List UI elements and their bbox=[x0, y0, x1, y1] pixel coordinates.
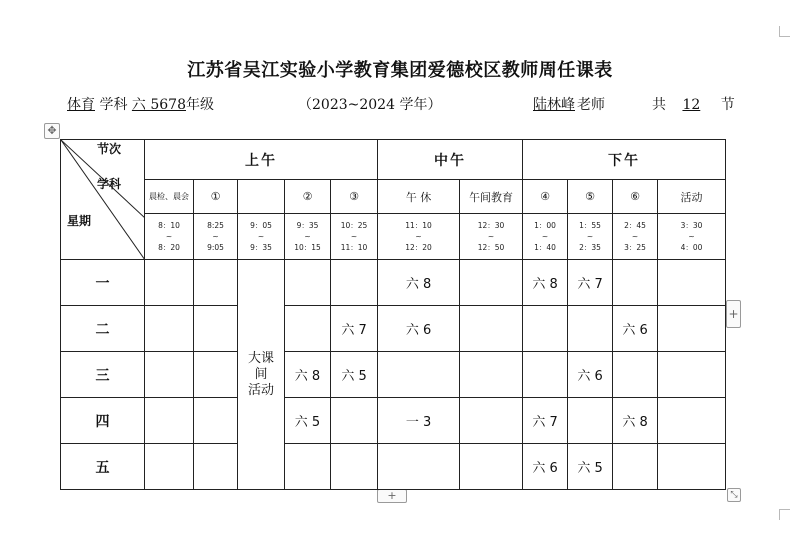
period-header: ③ bbox=[331, 180, 378, 214]
subject-label: 学科 bbox=[99, 97, 128, 113]
schedule-cell[interactable]: 六 5 bbox=[568, 444, 613, 490]
break-activity-line: 活动 bbox=[247, 382, 274, 398]
schedule-cell[interactable]: 六 8 bbox=[285, 352, 331, 398]
schedule-cell[interactable] bbox=[568, 398, 613, 444]
break-activity-line: 间 bbox=[254, 366, 268, 382]
add-column-button[interactable]: + bbox=[726, 300, 741, 328]
time-start: 11：10 bbox=[405, 221, 432, 230]
schedule-cell[interactable] bbox=[460, 398, 523, 444]
time-separator: ~ bbox=[350, 232, 358, 241]
time-slot bbox=[460, 214, 523, 260]
schedule-cell[interactable] bbox=[378, 444, 460, 490]
schedule-table bbox=[60, 139, 726, 490]
schedule-cell[interactable] bbox=[145, 260, 194, 306]
time-slot bbox=[238, 214, 285, 260]
schedule-cell[interactable] bbox=[331, 398, 378, 444]
schedule-cell[interactable]: 一 3 bbox=[378, 398, 460, 444]
time-separator: ~ bbox=[487, 232, 495, 241]
schedule-cell[interactable] bbox=[658, 398, 726, 444]
period-header: 午 休 bbox=[378, 180, 460, 214]
time-start: 3：30 bbox=[680, 221, 703, 230]
schedule-cell[interactable] bbox=[378, 352, 460, 398]
schedule-cell[interactable] bbox=[331, 444, 378, 490]
time-slot bbox=[145, 214, 194, 260]
time-start: 1：55 bbox=[579, 221, 601, 230]
schedule-cell[interactable] bbox=[613, 444, 658, 490]
schedule-cell[interactable]: 六 8 bbox=[378, 260, 460, 306]
time-end: 11：10 bbox=[340, 243, 368, 252]
time-slot bbox=[658, 214, 726, 260]
period-header: ① bbox=[194, 180, 238, 214]
time-separator: ~ bbox=[212, 232, 219, 241]
schedule-cell[interactable] bbox=[145, 444, 194, 490]
schedule-cell[interactable] bbox=[613, 352, 658, 398]
schedule-cell[interactable] bbox=[613, 260, 658, 306]
total-field bbox=[652, 94, 735, 114]
schedule-cell[interactable] bbox=[145, 306, 194, 352]
table-row bbox=[61, 306, 726, 352]
schedule-cell[interactable]: 六 8 bbox=[523, 260, 568, 306]
time-end: 4：00 bbox=[680, 243, 703, 252]
time-slot bbox=[378, 214, 460, 260]
time-start: 9：35 bbox=[296, 221, 319, 230]
table-row bbox=[61, 352, 726, 398]
grades-value: 六 5678 bbox=[131, 97, 186, 113]
schedule-cell[interactable]: 六 7 bbox=[568, 260, 613, 306]
teacher-name: 陆林峰 bbox=[533, 97, 575, 113]
schedule-cell[interactable]: 六 5 bbox=[331, 352, 378, 398]
weekday-cell: 五 bbox=[61, 444, 145, 490]
time-start: 8：10 bbox=[158, 221, 180, 230]
period-header: ④ bbox=[523, 180, 568, 214]
total-label: 共 bbox=[652, 97, 666, 113]
weekday-cell: 二 bbox=[61, 306, 145, 352]
schedule-cell[interactable] bbox=[658, 444, 726, 490]
schedule-cell[interactable] bbox=[658, 306, 726, 352]
schedule-cell[interactable] bbox=[194, 398, 238, 444]
page-corner-mark-top bbox=[779, 26, 790, 37]
time-end: 9：35 bbox=[250, 243, 272, 252]
time-slot bbox=[568, 214, 613, 260]
schedule-cell[interactable] bbox=[460, 444, 523, 490]
break-activity-cell bbox=[238, 260, 285, 490]
period-header: 午间教育 bbox=[460, 180, 523, 214]
period-header: 活动 bbox=[658, 180, 726, 214]
schedule-cell[interactable]: 六 6 bbox=[568, 352, 613, 398]
schedule-cell[interactable] bbox=[460, 306, 523, 352]
corner-subject-label: 学科 bbox=[97, 177, 122, 191]
time-end: 8：20 bbox=[158, 243, 180, 252]
time-end: 12：50 bbox=[477, 243, 505, 252]
schedule-cell[interactable] bbox=[568, 306, 613, 352]
time-start: 8:25 bbox=[207, 221, 224, 230]
time-separator: ~ bbox=[586, 232, 594, 241]
schedule-cell[interactable] bbox=[658, 352, 726, 398]
schedule-cell[interactable] bbox=[145, 398, 194, 444]
period-header: ② bbox=[285, 180, 331, 214]
time-separator: ~ bbox=[304, 232, 311, 241]
schedule-cell[interactable] bbox=[194, 352, 238, 398]
grade-label: 年级 bbox=[186, 97, 214, 113]
table-move-handle-icon[interactable]: ✥ bbox=[44, 123, 60, 139]
time-separator: ~ bbox=[688, 232, 695, 241]
period-header: ⑥ bbox=[613, 180, 658, 214]
time-slot bbox=[331, 214, 378, 260]
time-separator: ~ bbox=[257, 232, 265, 241]
schedule-cell[interactable] bbox=[145, 352, 194, 398]
time-start: 2：45 bbox=[624, 221, 646, 230]
time-slot bbox=[613, 214, 658, 260]
document-title: 江苏省吴江实验小学教育集团爱德校区教师周任课表 bbox=[187, 60, 613, 81]
weekday-cell: 四 bbox=[61, 398, 145, 444]
diagonal-lines bbox=[61, 140, 145, 260]
schedule-cell[interactable] bbox=[523, 352, 568, 398]
schedule-cell[interactable]: 六 6 bbox=[378, 306, 460, 352]
break-activity-line: 大课 bbox=[247, 350, 274, 366]
weekday-cell: 一 bbox=[61, 260, 145, 306]
time-separator: ~ bbox=[165, 232, 173, 241]
schedule-cell[interactable]: 六 5 bbox=[285, 398, 331, 444]
schedule-cell[interactable] bbox=[194, 444, 238, 490]
time-separator: ~ bbox=[415, 232, 422, 241]
total-count: 12 bbox=[682, 97, 701, 113]
schedule-cell[interactable] bbox=[331, 260, 378, 306]
time-end: 12：20 bbox=[405, 243, 432, 252]
period-header: ⑤ bbox=[568, 180, 613, 214]
weekday-cell: 三 bbox=[61, 352, 145, 398]
time-start: 9：05 bbox=[250, 221, 272, 230]
diagonal-header-cell bbox=[61, 140, 145, 260]
corner-period-label: 节次 bbox=[97, 142, 122, 156]
schedule-cell[interactable]: 六 8 bbox=[613, 398, 658, 444]
corner-weekday-label: 星期 bbox=[67, 214, 92, 228]
time-start: 12：30 bbox=[477, 221, 505, 230]
schedule-cell[interactable] bbox=[285, 444, 331, 490]
schedule-cell[interactable]: 六 7 bbox=[331, 306, 378, 352]
school-year: （2023~2024 学年） bbox=[298, 97, 442, 113]
schedule-cell[interactable] bbox=[194, 260, 238, 306]
total-unit: 节 bbox=[720, 97, 735, 113]
schedule-cell[interactable] bbox=[285, 260, 331, 306]
time-end: 3：25 bbox=[624, 243, 646, 252]
schedule-cell[interactable] bbox=[460, 352, 523, 398]
section-afternoon: 下午 bbox=[523, 140, 726, 180]
period-header bbox=[238, 180, 285, 214]
time-end: 9:05 bbox=[207, 243, 224, 252]
time-slot bbox=[523, 214, 568, 260]
teacher-field bbox=[517, 94, 605, 114]
table-row bbox=[61, 260, 726, 306]
period-header: 晨检、晨会 bbox=[145, 180, 194, 214]
teacher-label: 老师 bbox=[577, 97, 605, 113]
time-end: 1：40 bbox=[534, 243, 556, 252]
time-separator: ~ bbox=[631, 232, 639, 241]
table-resize-handle-icon[interactable]: ⤡ bbox=[727, 488, 741, 502]
schedule-cell[interactable]: 六 6 bbox=[613, 306, 658, 352]
time-start: 1：00 bbox=[534, 221, 556, 230]
schedule-cell[interactable] bbox=[460, 260, 523, 306]
time-start: 10：25 bbox=[340, 221, 368, 230]
time-separator: ~ bbox=[541, 232, 549, 241]
table-row bbox=[61, 444, 726, 490]
table-row bbox=[61, 398, 726, 444]
section-morning: 上午 bbox=[145, 140, 378, 180]
schedule-cell[interactable]: 六 7 bbox=[523, 398, 568, 444]
schedule-cell[interactable] bbox=[658, 260, 726, 306]
time-end: 10：15 bbox=[294, 243, 321, 252]
schedule-cell[interactable] bbox=[523, 306, 568, 352]
subject-value: 体育 bbox=[67, 97, 95, 113]
subject-field bbox=[67, 94, 214, 114]
page-corner-mark-bottom bbox=[779, 509, 790, 520]
section-noon: 中午 bbox=[378, 140, 523, 180]
schedule-cell[interactable]: 六 6 bbox=[523, 444, 568, 490]
add-row-button[interactable]: + bbox=[377, 489, 407, 503]
time-end: 2：35 bbox=[579, 243, 601, 252]
schedule-cell[interactable] bbox=[194, 306, 238, 352]
time-slot bbox=[194, 214, 238, 260]
schedule-cell[interactable] bbox=[285, 306, 331, 352]
time-slot bbox=[285, 214, 331, 260]
